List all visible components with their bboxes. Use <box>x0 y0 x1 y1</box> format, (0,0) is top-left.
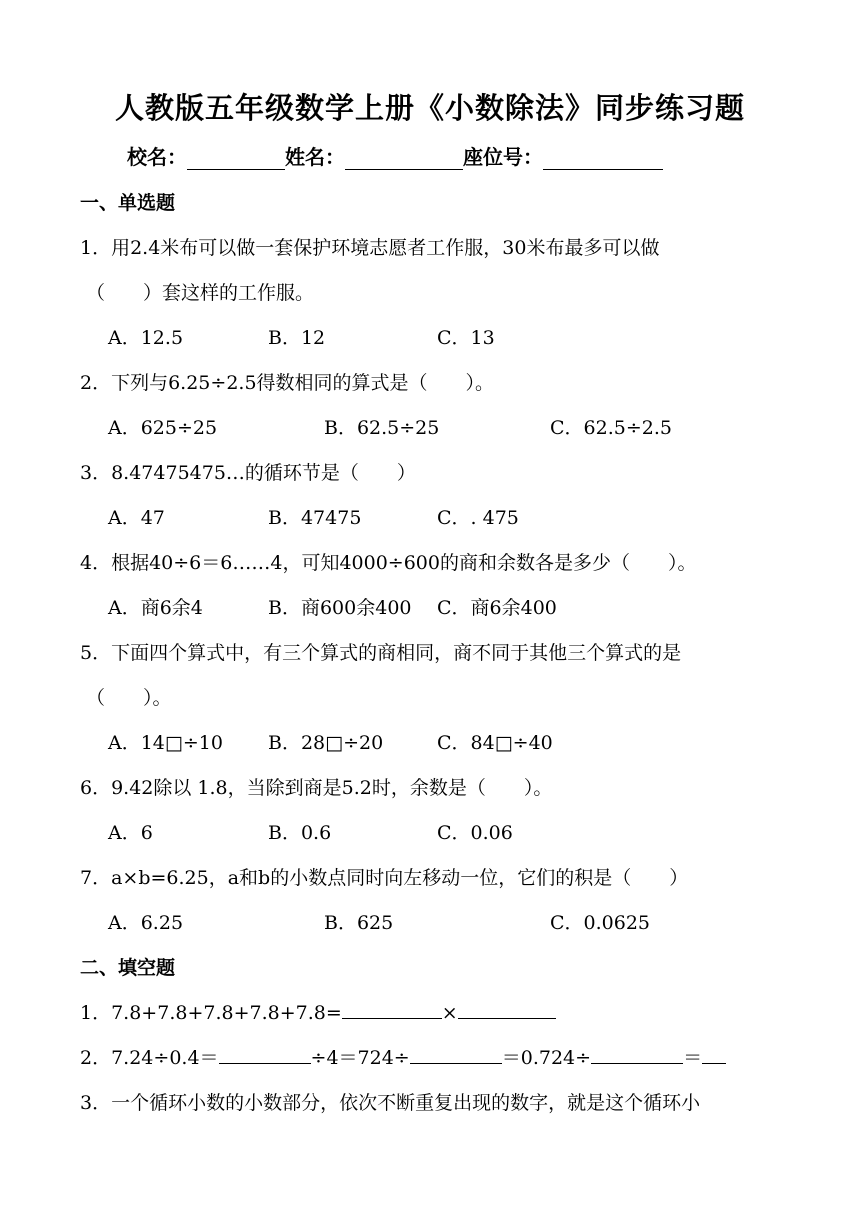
question-3-option-a: A．47 <box>108 507 165 529</box>
fill-2-text-3: ＝0.724÷ <box>501 1047 592 1069</box>
fill-1-times: × <box>441 1002 458 1024</box>
question-2-option-c: C．62.5÷2.5 <box>550 417 672 439</box>
question-1-option-b: B．12 <box>268 327 326 349</box>
section-heading-single-choice: 一、单选题 <box>80 192 176 214</box>
question-2-option-b: B．62.5÷25 <box>324 417 440 439</box>
fill-3-text: 3．一个循环小数的小数部分，依次不断重复出现的数字，就是这个循环小 <box>80 1092 701 1114</box>
fill-2-blank-3[interactable] <box>591 1045 683 1064</box>
student-info-row <box>127 141 663 170</box>
name-label: 姓名： <box>285 145 345 169</box>
fill-1-blank-1[interactable] <box>342 1000 442 1019</box>
question-6-text: 6．9.42除以 1.8，当除到商是5.2时，余数是（ ）。 <box>80 777 553 799</box>
question-3-option-c: C．. 475 <box>437 507 519 529</box>
question-4-text: 4．根据40÷6＝6……4，可知4000÷600的商和余数各是多少（ ）。 <box>80 552 697 574</box>
question-5-option-a: A．14□÷10 <box>108 732 223 754</box>
question-1-option-c: C．13 <box>437 327 495 349</box>
question-4-option-c: C．商6余400 <box>437 597 557 619</box>
question-5-option-c: C．84□÷40 <box>437 732 553 754</box>
page-title: 人教版五年级数学上册《小数除法》同步练习题 <box>114 91 745 125</box>
question-6-option-a: A．6 <box>108 822 153 844</box>
question-1-text-cont: （ ）套这样的工作服。 <box>86 282 315 304</box>
question-7-option-b: B．625 <box>324 912 394 934</box>
fill-2-text: 2．7.24÷0.4＝ <box>80 1047 219 1069</box>
question-4-option-a: A．商6余4 <box>108 597 203 619</box>
question-2-text: 2．下列与6.25÷2.5得数相同的算式是（ ）。 <box>80 372 495 394</box>
question-5-text: 5．下面四个算式中，有三个算式的商相同，商不同于其他三个算式的是 <box>80 642 682 664</box>
question-1-option-a: A．12.5 <box>108 327 184 349</box>
question-4-option-b: B．商600余400 <box>268 597 412 619</box>
fill-2-text-4: ＝ <box>683 1047 703 1069</box>
question-2-option-a: A．625÷25 <box>108 417 218 439</box>
school-blank[interactable] <box>187 149 285 170</box>
fill-1-text: 1．7.8+7.8+7.8+7.8+7.8= <box>80 1002 342 1024</box>
question-3-text: 3．8.47475475…的循环节是（ ） <box>80 462 416 484</box>
fill-1-row <box>80 998 556 1025</box>
question-7-option-c: C．0.0625 <box>550 912 651 934</box>
question-6-option-b: B．0.6 <box>268 822 332 844</box>
fill-2-text-2: ÷4＝724÷ <box>310 1047 410 1069</box>
question-7-text: 7．a×b=6.25，a和b的小数点同时向左移动一位，它们的积是（ ） <box>80 867 689 889</box>
question-1-text: 1．用2.4米布可以做一套保护环境志愿者工作服，30米布最多可以做 <box>80 237 660 259</box>
name-blank[interactable] <box>345 149 463 170</box>
fill-2-blank-4[interactable] <box>702 1045 726 1064</box>
fill-2-blank-2[interactable] <box>410 1045 502 1064</box>
fill-2-row <box>80 1043 726 1070</box>
seat-blank[interactable] <box>543 149 663 170</box>
question-7-option-a: A．6.25 <box>108 912 184 934</box>
section-heading-fill-blank: 二、填空题 <box>80 957 176 979</box>
question-5-text-cont: （ ）。 <box>86 687 172 709</box>
seat-label: 座位号： <box>463 145 543 169</box>
school-label: 校名： <box>127 145 187 169</box>
question-5-option-b: B．28□÷20 <box>268 732 384 754</box>
question-3-option-b: B．47475 <box>268 507 362 529</box>
question-6-option-c: C．0.06 <box>437 822 513 844</box>
fill-1-blank-2[interactable] <box>458 1000 556 1019</box>
fill-2-blank-1[interactable] <box>219 1045 311 1064</box>
